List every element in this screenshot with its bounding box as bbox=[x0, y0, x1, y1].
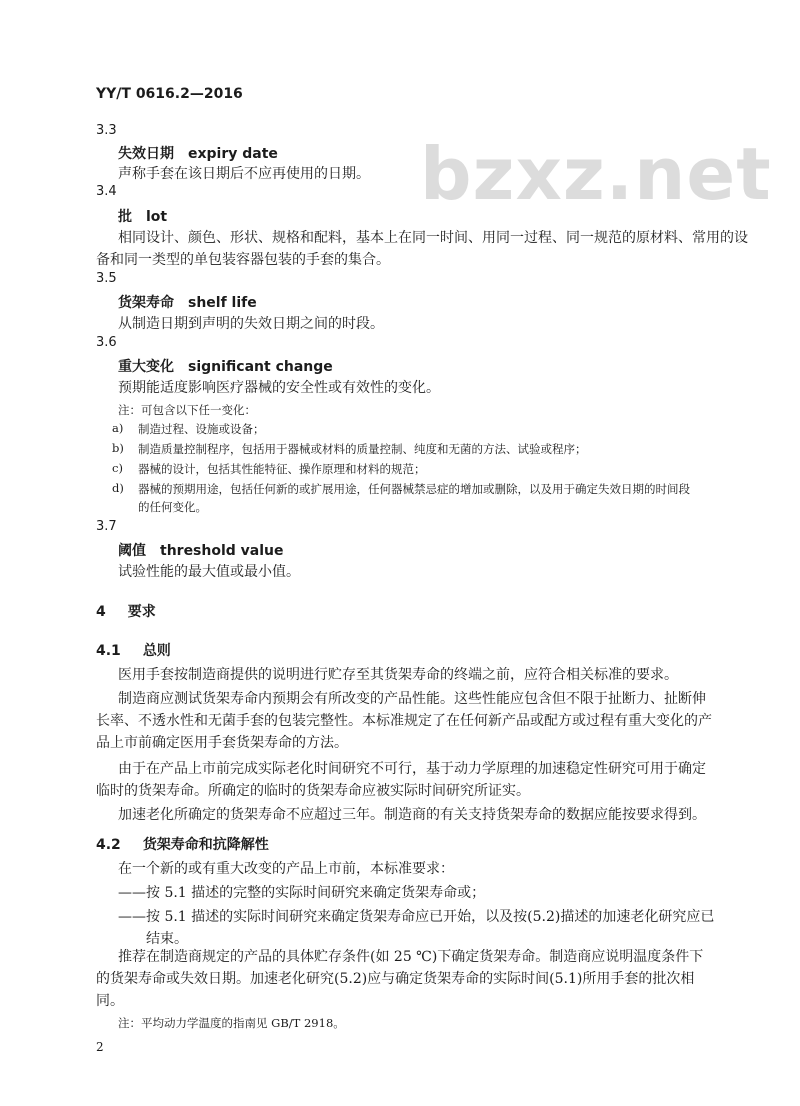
term-en: expiry date bbox=[188, 146, 278, 162]
term-zh: 失效日期 bbox=[118, 146, 174, 162]
list-item-letter: a) bbox=[112, 421, 124, 435]
term-expiry-date bbox=[118, 143, 278, 163]
list-item-text: 制造质量控制程序，包括用于器械或材料的质量控制、纯度和无菌的方法、试验或程序； bbox=[138, 442, 587, 456]
clause-number-3-4: 3.4 bbox=[96, 184, 117, 199]
heading-title: 要求 bbox=[127, 604, 156, 620]
list-item-letter: b) bbox=[112, 441, 124, 455]
list-item-continuation: 的任何变化。 bbox=[138, 500, 207, 514]
heading-number: 4 bbox=[96, 604, 106, 620]
list-item-letter: d) bbox=[112, 481, 124, 495]
term-zh: 重大变化 bbox=[118, 359, 174, 375]
page-number: 2 bbox=[96, 1040, 104, 1054]
heading-number: 4.1 bbox=[96, 643, 121, 659]
definition-significant-change: 预期能适度影响医疗器械的安全性或有效性的变化。 bbox=[118, 380, 440, 396]
definition-lot-line-1: 相同设计、颜色、形状、规格和配料，基本上在同一时间、用同一过程、同一规范的原材料、常用的设 bbox=[118, 230, 748, 246]
term-shelf-life bbox=[118, 292, 257, 312]
chapter-heading-4 bbox=[96, 601, 156, 621]
clause-number-3-7: 3.7 bbox=[96, 519, 117, 534]
standard-header: YY/T 0616.2—2016 bbox=[96, 86, 243, 102]
term-en: threshold value bbox=[160, 543, 284, 559]
term-en: shelf life bbox=[188, 295, 257, 311]
term-lot bbox=[118, 206, 167, 226]
definition-threshold-value: 试验性能的最大值或最小值。 bbox=[118, 564, 300, 580]
paragraph: 推荐在制造商规定的产品的具体贮存条件(如 25 ℃)下确定货架寿命。制造商应说明温度条件下的货架寿命或失效日期。加速老化研究(5.2)应与确定货架寿命的实际时间(5.1)所用手套的批次相同。 bbox=[96, 949, 704, 1009]
definition-lot-line-2: 备和同一类型的单包装容器包装的手套的集合。 bbox=[96, 252, 390, 268]
dash-list-item-continuation: 结束。 bbox=[146, 931, 188, 947]
list-item-text: 器械的预期用途，包括任何新的或扩展用途，任何器械禁忌症的增加或删除，以及用于确定失效日期的时间段 bbox=[138, 482, 690, 496]
clause-number-3-3: 3.3 bbox=[96, 123, 117, 138]
term-zh: 货架寿命 bbox=[118, 295, 174, 311]
definition-expiry-date: 声称手套在该日期后不应再使用的日期。 bbox=[118, 166, 370, 182]
dash-list-item: ——按 5.1 描述的实际时间研究来确定货架寿命应已开始，以及按(5.2)描述的加速老化研究应已 bbox=[118, 909, 715, 925]
heading-title: 货架寿命和抗降解性 bbox=[142, 837, 269, 853]
term-threshold-value bbox=[118, 540, 284, 560]
note: 注：平均动力学温度的指南见 GB/T 2918。 bbox=[118, 1016, 345, 1030]
heading-title: 总则 bbox=[142, 643, 171, 659]
paragraph: 制造商应测试货架寿命内预期会有所改变的产品性能。这些性能应包含但不限于扯断力、扯断伸长率、不透水性和无菌手套的包装完整性。本标准规定了在任何新产品或配方或过程有重大变化的产品上市前确定医用手套货架寿命的方法。 bbox=[96, 691, 712, 751]
clause-number-3-5: 3.5 bbox=[96, 271, 117, 286]
term-en: significant change bbox=[188, 359, 333, 375]
watermark: bzxz.net bbox=[420, 132, 772, 216]
term-significant-change bbox=[118, 356, 333, 376]
list-item-letter: c) bbox=[112, 461, 123, 475]
note-label: 注：可包含以下任一变化： bbox=[118, 403, 256, 417]
dash-list-item: ——按 5.1 描述的完整的实际时间研究来确定货架寿命或； bbox=[118, 885, 486, 901]
paragraph: 在一个新的或有重大改变的产品上市前，本标准要求： bbox=[118, 861, 454, 877]
list-item-text: 器械的设计，包括其性能特征、操作原理和材料的规范； bbox=[138, 462, 426, 476]
term-zh: 批 bbox=[118, 209, 132, 225]
term-en: lot bbox=[146, 209, 168, 225]
paragraph: 医用手套按制造商提供的说明进行贮存至其货架寿命的终端之前，应符合相关标准的要求。 bbox=[118, 667, 678, 683]
definition-shelf-life: 从制造日期到声明的失效日期之间的时段。 bbox=[118, 316, 384, 332]
clause-number-3-6: 3.6 bbox=[96, 335, 117, 350]
heading-number: 4.2 bbox=[96, 837, 121, 853]
section-heading-4-1 bbox=[96, 640, 171, 660]
section-heading-4-2 bbox=[96, 834, 269, 854]
list-item-text: 制造过程、设施或设备； bbox=[138, 422, 265, 436]
paragraph: 由于在产品上市前完成实际老化时间研究不可行，基于动力学原理的加速稳定性研究可用于确定临时的货架寿命。所确定的临时的货架寿命应被实际时间研究所证实。 bbox=[96, 761, 706, 799]
term-zh: 阈值 bbox=[118, 543, 146, 559]
paragraph: 加速老化所确定的货架寿命不应超过三年。制造商的有关支持货架寿命的数据应能按要求得到。 bbox=[118, 807, 706, 823]
